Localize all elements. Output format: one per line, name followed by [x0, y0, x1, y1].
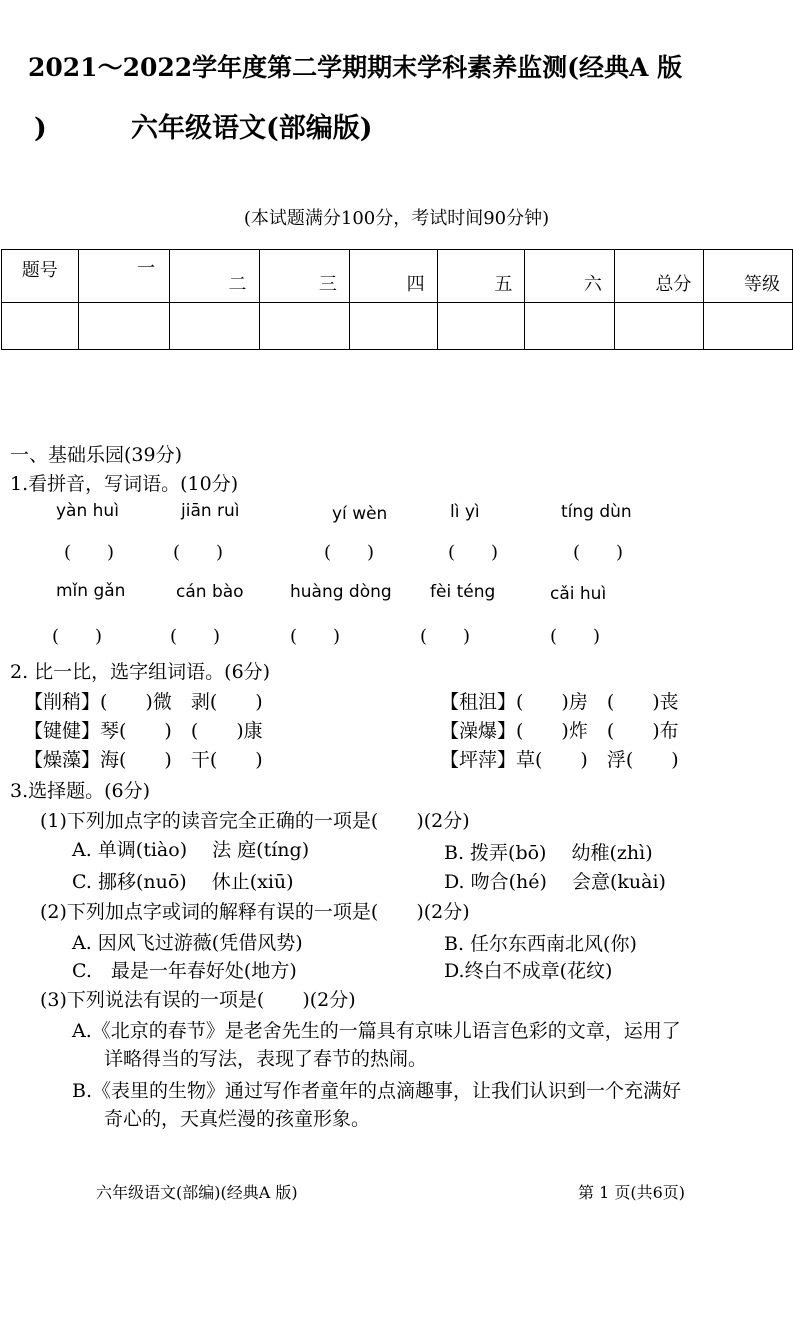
title-line-2 [34, 106, 373, 145]
pinyin-item: cǎi huì [550, 584, 607, 604]
sub-question-stem: (1)下列加点字的读音完全正确的一项是( )(2分) [40, 810, 470, 832]
option-b-continued: 奇心的，天真烂漫的孩童形象。 [104, 1108, 371, 1130]
pinyin-item: lì yì [450, 502, 480, 522]
pinyin-item: yàn huì [56, 501, 119, 521]
score-cell[interactable] [349, 303, 437, 350]
score-cell[interactable] [170, 303, 259, 350]
pinyin-item: fèi téng [430, 582, 496, 602]
answer-blank[interactable]: ( ) [448, 542, 499, 563]
option-d[interactable]: D.终白不成章(花纹) [444, 960, 613, 982]
footer-left: 六年级语文(部编)(经典A 版) [96, 1183, 298, 1202]
answer-blank[interactable]: ( ) [173, 542, 224, 563]
score-header-cell: 六 [525, 250, 614, 303]
pinyin-item: yí wèn [332, 504, 388, 524]
answer-blank[interactable]: ( ) [324, 542, 375, 563]
word-pair-item: 【键健】琴( ) ( )康 [24, 720, 263, 742]
answer-blank[interactable]: ( ) [573, 542, 624, 563]
score-cell[interactable] [2, 303, 79, 350]
pinyin-item: jiān ruì [181, 501, 240, 521]
score-cell[interactable] [525, 303, 614, 350]
answer-blank[interactable]: ( ) [290, 626, 341, 647]
title-paren: ) [34, 113, 47, 144]
footer-page-number: 第 1 页(共6页) [578, 1183, 686, 1202]
sub-question-stem: (2)下列加点字或词的解释有误的一项是( )(2分) [40, 901, 470, 923]
option-a[interactable]: A. 单调(tiào) 法 庭(tíng) [72, 839, 310, 861]
score-table-input-row [2, 303, 793, 350]
exam-note: (本试题满分100分，考试时间90分钟) [243, 208, 550, 229]
score-header-cell: 五 [437, 250, 525, 303]
option-b[interactable]: B.《表里的生物》通过写作者童年的点滴趣事，让我们认识到一个充满好 [72, 1080, 682, 1102]
option-c[interactable]: C. 最是一年春好处(地方) [72, 960, 297, 982]
option-a[interactable]: A. 因风飞过游薇(凭借风势) [72, 932, 303, 954]
pinyin-item: huàng dòng [290, 582, 392, 602]
option-d[interactable]: D. 吻合(hé) 会意(kuài) [444, 871, 666, 893]
score-cell[interactable] [259, 303, 349, 350]
option-a-continued: 详略得当的写法，表现了春节的热闹。 [104, 1048, 428, 1070]
score-header-cell: 总分 [614, 250, 703, 303]
title-line-1: 2021～2022学年度第二学期期末学科素养监测(经典A 版 [28, 53, 683, 82]
title-subject: 六年级语文(部编版) [131, 113, 373, 144]
score-cell[interactable] [78, 303, 169, 350]
score-header-cell: 三 [259, 250, 349, 303]
answer-blank[interactable]: ( ) [420, 626, 471, 647]
score-header-cell: 二 [170, 250, 259, 303]
score-header-cell: 一 [78, 250, 169, 303]
answer-blank[interactable]: ( ) [550, 626, 601, 647]
score-table-header-row [2, 250, 793, 303]
word-pair-item: 【燥藻】海( ) 干( ) [24, 749, 263, 771]
answer-blank[interactable]: ( ) [170, 626, 221, 647]
word-pair-item: 【削稍】( )微 剥( ) [24, 691, 263, 713]
score-cell[interactable] [704, 303, 793, 350]
question-3-heading: 3.选择题。(6分) [10, 780, 151, 802]
score-header-cell: 四 [349, 250, 437, 303]
word-pair-item: 【租沮】( )房 ( )丧 [440, 691, 679, 713]
question-2-heading: 2. 比一比，选字组词语。(6分) [10, 661, 271, 683]
option-b[interactable]: B. 拨弄(bō) 幼稚(zhì) [444, 842, 653, 864]
option-a[interactable]: A.《北京的春节》是老舍先生的一篇具有京味儿语言色彩的文章，运用了 [72, 1020, 681, 1042]
answer-blank[interactable]: ( ) [64, 542, 115, 563]
score-table [1, 249, 793, 350]
answer-blank[interactable]: ( ) [52, 626, 103, 647]
score-cell[interactable] [614, 303, 703, 350]
word-pair-item: 【坪萍】草( ) 浮( ) [440, 749, 679, 771]
sub-question-stem: (3)下列说法有误的一项是( )(2分) [40, 989, 356, 1011]
pinyin-item: cán bào [176, 582, 244, 602]
score-header-cell: 题号 [2, 250, 79, 303]
option-b[interactable]: B. 任尔东西南北风(你) [444, 933, 637, 955]
pinyin-item: mǐn gǎn [56, 581, 126, 601]
score-cell[interactable] [437, 303, 525, 350]
score-header-cell: 等级 [704, 250, 793, 303]
word-pair-item: 【澡爆】( )炸 ( )布 [440, 720, 679, 742]
pinyin-item: tíng dùn [561, 502, 632, 522]
question-1-heading: 1.看拼音，写词语。(10分) [10, 473, 239, 495]
section-heading: 一、基础乐园(39分) [10, 444, 183, 466]
option-c[interactable]: C. 挪移(nuō) 休止(xiū) [72, 871, 294, 893]
